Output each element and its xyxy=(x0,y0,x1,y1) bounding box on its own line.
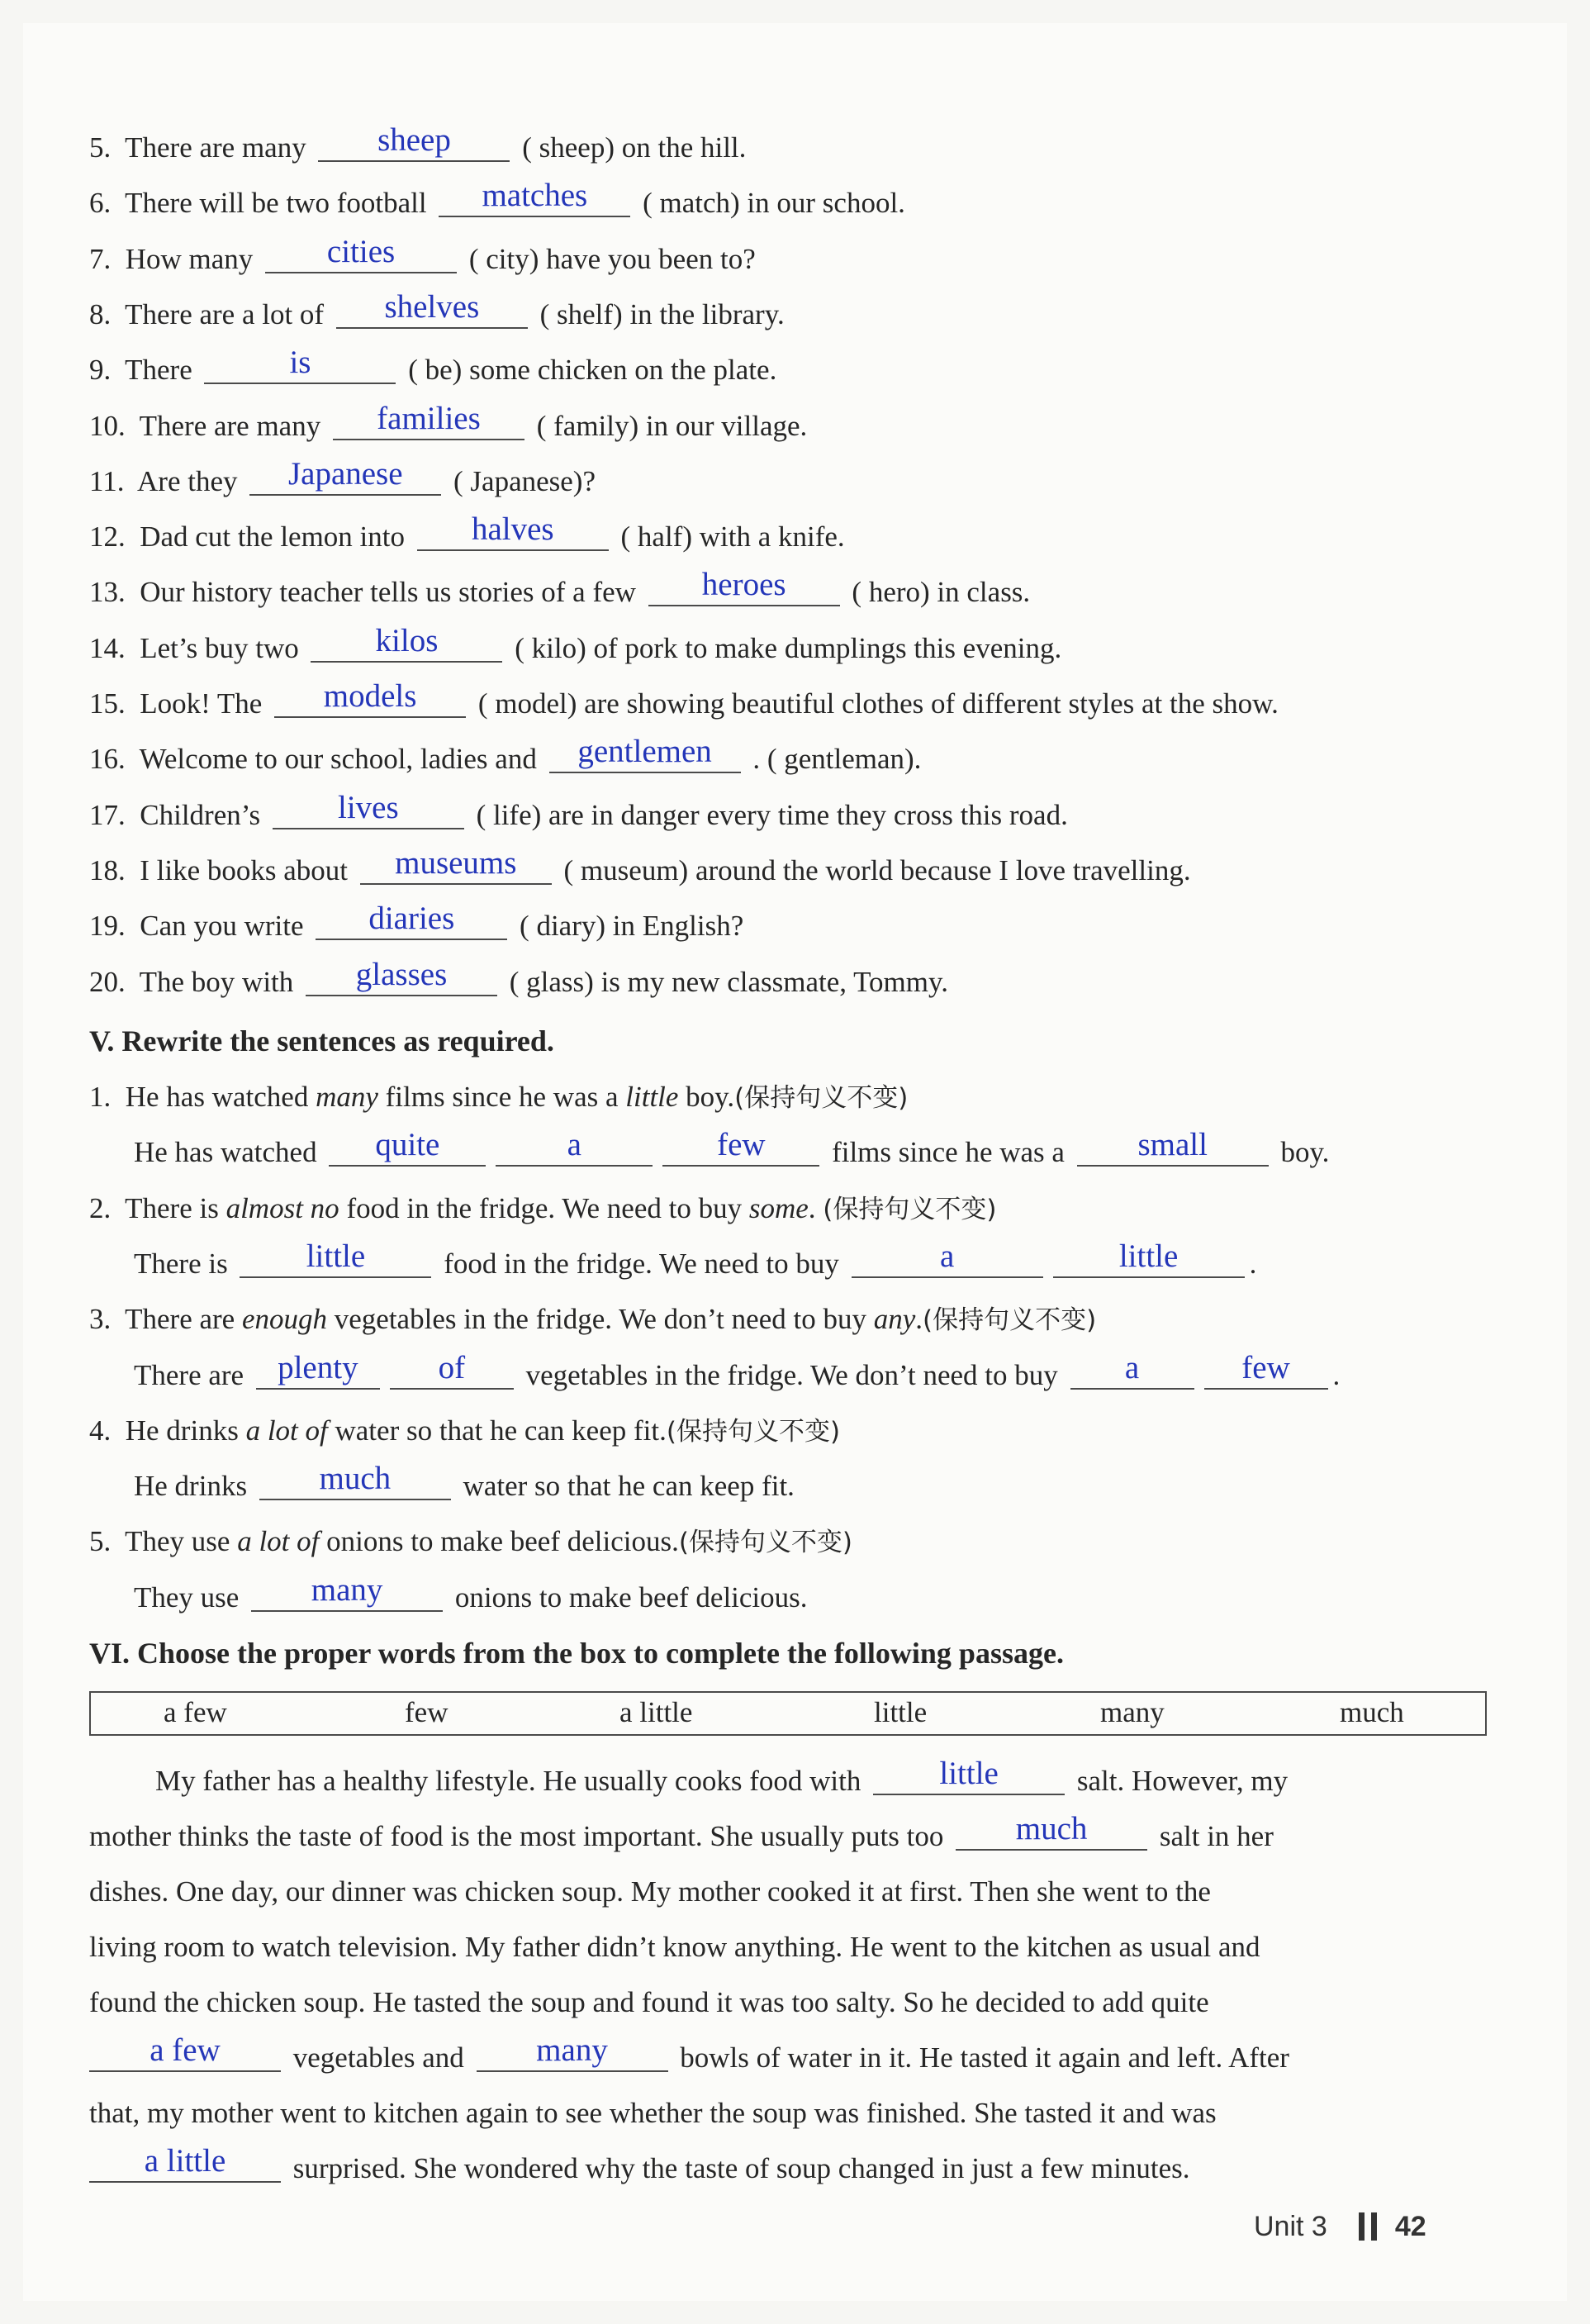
word-box-item: many xyxy=(1100,1696,1165,1728)
answer-blank[interactable]: a little xyxy=(89,2153,281,2183)
exercise-item: 16. Welcome to our school, ladies and gentlemen . ( gentleman). xyxy=(89,734,922,775)
passage-line: a few vegetables and many bowls of water in it. He tasted it again and left. After xyxy=(89,2039,1485,2077)
passage-line: a little surprised. She wondered why the taste of soup changed in just a few minutes. xyxy=(89,2150,1485,2188)
answer-blank[interactable]: shelves xyxy=(336,299,528,329)
answer-blank[interactable]: kilos xyxy=(311,633,502,663)
answer-blank[interactable]: museums xyxy=(360,855,552,885)
passage-line: mother thinks the taste of food is the most important. She usually puts too much salt in her xyxy=(89,1811,1274,1852)
exercise-item: 20. The boy with glasses ( glass) is my new classmate, Tommy. xyxy=(89,957,948,998)
v-q1-rewrite: He has watched quite a few films since he was a small boy. xyxy=(134,1127,1330,1168)
exercise-item: 6. There will be two football matches ( match) in our school. xyxy=(89,178,905,219)
answer-blank[interactable]: Japanese xyxy=(249,466,441,496)
answer-blank[interactable]: quite xyxy=(329,1137,486,1167)
passage-line: dishes. One day, our dinner was chicken soup. My mother cooked it at first. Then she went to the xyxy=(89,1875,1211,1908)
answer-blank[interactable]: plenty xyxy=(256,1360,380,1390)
passage-line: living room to watch television. My father didn’t know anything. He went to the kitchen as usual and xyxy=(89,1931,1260,1963)
answer-blank[interactable]: many xyxy=(477,2042,668,2072)
v-q5-prompt: 5. They use a lot of onions to make beef delicious.(保持句义不变) xyxy=(89,1525,853,1557)
unit-label: Unit 3 xyxy=(1254,2211,1327,2242)
exercise-item: 14. Let’s buy two kilos ( kilo) of pork to make dumplings this evening. xyxy=(89,623,1062,664)
exercise-item: 18. I like books about museums ( museum) around the world because I love travelling. xyxy=(89,845,1191,886)
answer-blank[interactable]: much xyxy=(259,1471,451,1500)
answer-blank[interactable]: a xyxy=(852,1248,1043,1278)
answer-blank[interactable]: little xyxy=(873,1766,1065,1795)
exercise-item: 8. There are a lot of shelves ( shelf) in the library. xyxy=(89,289,785,330)
v-q4-rewrite: He drinks much water so that he can keep fit. xyxy=(134,1461,795,1502)
answer-blank[interactable]: few xyxy=(1204,1360,1328,1390)
word-box-item: little xyxy=(874,1696,928,1728)
word-box xyxy=(89,1691,1487,1736)
word-box-item: few xyxy=(405,1696,449,1728)
page-number: 42 xyxy=(1394,2211,1426,2242)
answer-blank[interactable]: many xyxy=(251,1582,443,1612)
divider-bars-icon xyxy=(1359,2212,1384,2241)
v-q3-prompt: 3. There are enough vegetables in the fridge. We don’t need to buy any.(保持句义不变) xyxy=(89,1303,1097,1335)
answer-blank[interactable]: matches xyxy=(439,188,630,217)
word-box-item: much xyxy=(1340,1696,1404,1728)
v-q2-prompt: 2. There is almost no food in the fridge. We need to buy some. (保持句义不变) xyxy=(89,1192,997,1224)
page-footer xyxy=(1254,2211,1426,2243)
exercise-item: 9. There is ( be) some chicken on the plate. xyxy=(89,345,777,386)
v-q1-prompt: 1. He has watched many films since he was a little boy.(保持句义不变) xyxy=(89,1081,909,1113)
answer-blank[interactable]: is xyxy=(204,354,396,384)
v-q3-rewrite: There are plenty of vegetables in the fridge. We don’t need to buy a few . xyxy=(134,1350,1341,1391)
answer-blank[interactable]: much xyxy=(956,1821,1147,1851)
word-box-item: a little xyxy=(619,1696,693,1728)
section-vi-heading: VI. Choose the proper words from the box to complete the following passage. xyxy=(89,1637,1064,1670)
passage-line: found the chicken soup. He tasted the soup and found it was too salty. So he decided to add quite xyxy=(89,1986,1209,2018)
answer-blank[interactable]: a few xyxy=(89,2042,281,2072)
v-q4-prompt: 4. He drinks a lot of water so that he can keep fit.(保持句义不变) xyxy=(89,1414,841,1447)
exercise-item: 13. Our history teacher tells us stories of a few heroes ( hero) in class. xyxy=(89,567,1031,608)
exercise-item: 19. Can you write diaries ( diary) in English? xyxy=(89,901,744,942)
answer-blank[interactable]: sheep xyxy=(318,132,510,162)
answer-blank[interactable]: gentlemen xyxy=(549,744,741,773)
exercise-item: 17. Children’s lives ( life) are in danger every time they cross this road. xyxy=(89,790,1068,831)
answer-blank[interactable]: few xyxy=(662,1137,819,1167)
exercise-item: 15. Look! The models ( model) are showing beautiful clothes of different styles at the show. xyxy=(89,678,1279,720)
answer-blank[interactable]: families xyxy=(333,411,524,440)
answer-blank[interactable]: lives xyxy=(273,800,464,829)
answer-blank[interactable]: little xyxy=(1053,1248,1245,1278)
answer-blank[interactable]: heroes xyxy=(648,577,840,606)
exercise-item: 12. Dad cut the lemon into halves ( half) with a knife. xyxy=(89,511,845,553)
answer-blank[interactable]: halves xyxy=(417,521,609,551)
answer-blank[interactable]: models xyxy=(274,688,466,718)
answer-blank[interactable]: glasses xyxy=(306,967,497,996)
exercise-item: 5. There are many sheep ( sheep) on the hill. xyxy=(89,122,747,164)
section-v-heading: V. Rewrite the sentences as required. xyxy=(89,1024,554,1057)
word-box-item: a few xyxy=(164,1696,227,1728)
answer-blank[interactable]: a xyxy=(496,1137,653,1167)
exercise-item: 7. How many cities ( city) have you been to? xyxy=(89,234,756,275)
answer-blank[interactable]: small xyxy=(1077,1137,1269,1167)
passage-line: My father has a healthy lifestyle. He usually cooks food with little salt. However, my xyxy=(155,1756,1289,1797)
answer-blank[interactable]: little xyxy=(240,1248,431,1278)
answer-blank[interactable]: cities xyxy=(265,244,457,273)
exercise-item: 11. Are they Japanese ( Japanese)? xyxy=(89,456,596,497)
answer-blank[interactable]: diaries xyxy=(316,910,507,940)
v-q2-rewrite: There is little food in the fridge. We need to buy a little . xyxy=(134,1238,1257,1280)
answer-blank[interactable]: of xyxy=(390,1360,514,1390)
v-q5-rewrite: They use many onions to make beef delicious. xyxy=(134,1572,808,1613)
passage-line: that, my mother went to kitchen again to see whether the soup was finished. She tasted it and was xyxy=(89,2097,1217,2129)
answer-blank[interactable]: a xyxy=(1070,1360,1194,1390)
exercise-item: 10. There are many families ( family) in our village. xyxy=(89,401,808,442)
